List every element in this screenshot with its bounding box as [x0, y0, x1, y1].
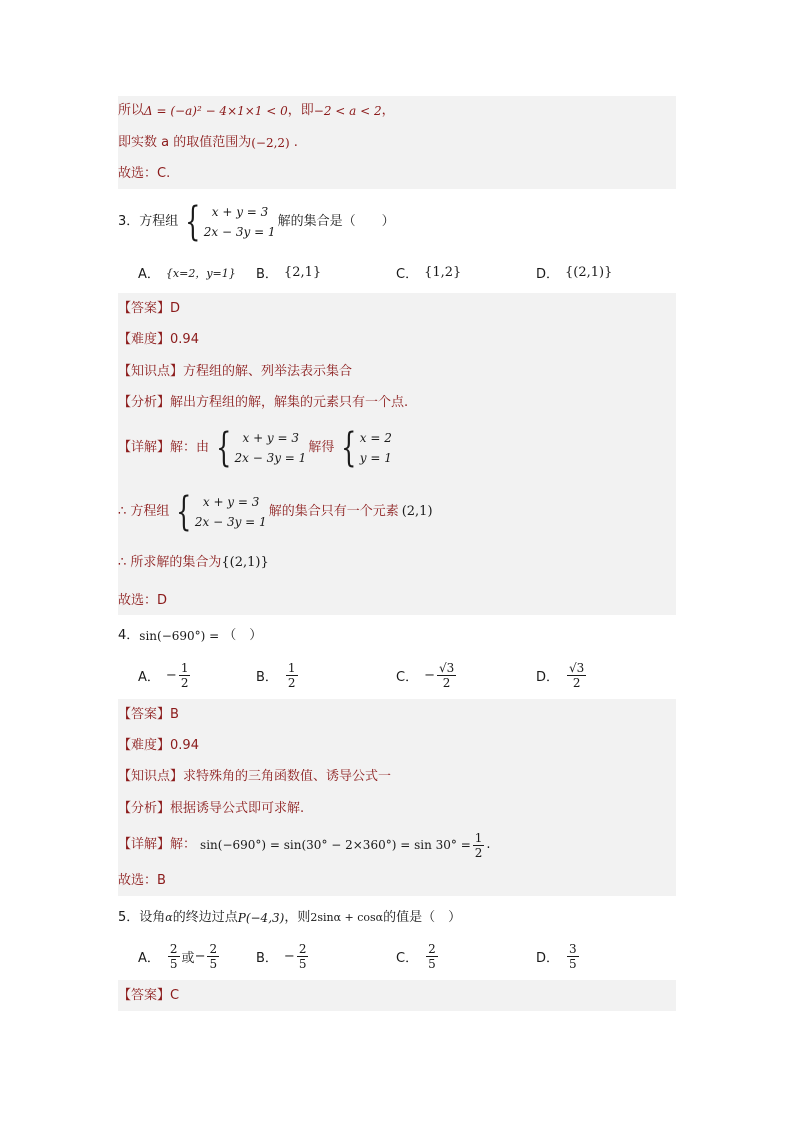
knowledge-line: 【知识点】 求特殊角的三角函数值、诱导公式一: [118, 769, 392, 784]
detail-line: 【详解】 解： sin(−690°) = sin(30° − 2×360°) = sin 30° = $\frac{1}{2}$ .: [118, 830, 491, 860]
detail-line: 【详解】 解：由 { x + y = 3 2x − 3y = 1 解得 { x = 2 y = 1: [118, 425, 392, 471]
option-b[interactable]: B． − $\frac{2}{5}$: [256, 942, 307, 971]
choice-line: 故选：C.: [118, 166, 171, 181]
discriminant-expr: Δ = (−a)² − 4×1×1 < 0: [144, 104, 288, 118]
option-a[interactable]: A． {x=2，y=1}: [138, 266, 236, 282]
option-c[interactable]: C． − $\frac{√3}{2}$: [396, 661, 455, 690]
solution-line: 即实数 a 的取值范围为 (−2,2) .: [118, 135, 298, 150]
option-b[interactable]: B． {2,1}: [256, 265, 322, 282]
option-b[interactable]: B． $\frac{1}{2}$: [256, 661, 296, 690]
question-3-stem: 3． 方程组 { x + y = 3 2x − 3y = 1 解的集合是（ ）: [118, 199, 395, 245]
analysis-line: 【分析】 根据诱导公式即可求解.: [118, 801, 305, 816]
interval-expr: (−2,2): [251, 136, 290, 150]
answer-line: 【答案】 B: [118, 707, 179, 722]
detail-line: ∴ 所求解的集合为 {(2,1)}: [118, 555, 269, 570]
answer-line: 【答案】 D: [118, 301, 181, 316]
option-a[interactable]: A． − $\frac{1}{2}$: [138, 661, 189, 690]
question-4-stem: 4． sin(−690°) = （ ）: [118, 628, 263, 643]
equation-system: { x + y = 3 2x − 3y = 1: [185, 199, 276, 245]
option-c[interactable]: C． {1,2}: [396, 265, 462, 282]
equation-system: { x + y = 3 2x − 3y = 1: [176, 489, 267, 535]
difficulty-line: 【难度】 0.94: [118, 738, 199, 753]
detail-line: ∴ 方程组 { x + y = 3 2x − 3y = 1 解的集合只有一个元素 (2,1): [118, 489, 433, 535]
equation-system: { x + y = 3 2x − 3y = 1: [216, 425, 307, 471]
solution-line: 所以 Δ = (−a)² − 4×1×1 < 0 ，即 −2 < a < 2 ，: [118, 103, 395, 118]
answer-line: 【答案】 C: [118, 988, 180, 1003]
range-expr: −2 < a < 2: [313, 104, 382, 118]
option-d[interactable]: D． $\frac{3}{5}$: [536, 942, 577, 971]
solution-system: { x = 2 y = 1: [341, 425, 392, 471]
difficulty-line: 【难度】 0.94: [118, 332, 199, 347]
option-d[interactable]: D． {(2,1)}: [536, 265, 613, 282]
choice-line: 故选：D: [118, 593, 168, 608]
option-c[interactable]: C． $\frac{2}{5}$: [396, 942, 436, 971]
analysis-line: 【分析】 解出方程组的解，解集的元素只有一个点.: [118, 395, 409, 410]
question-5-stem: 5． 设角 α 的终边过点 P(−4,3) ，则 2sinα + cosα 的值是（ ）: [118, 910, 462, 925]
solution-band: [118, 699, 676, 896]
option-d[interactable]: D． $\frac{√3}{2}$: [536, 661, 585, 690]
option-a[interactable]: A． $\frac{2}{5}$ 或 − $\frac{2}{5}$: [138, 942, 218, 971]
knowledge-line: 【知识点】 方程组的解、列举法表示集合: [118, 364, 353, 379]
choice-line: 故选：B: [118, 873, 166, 888]
